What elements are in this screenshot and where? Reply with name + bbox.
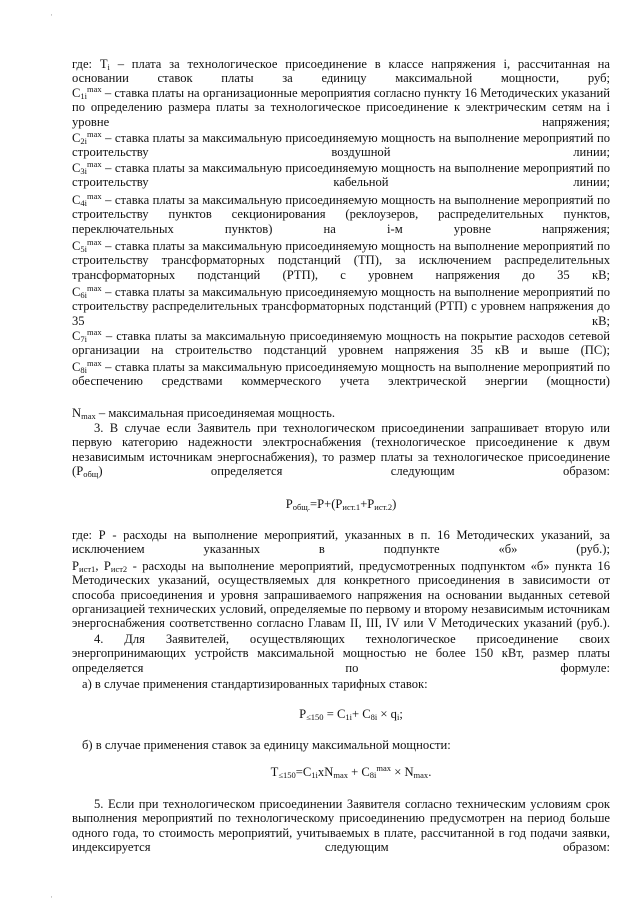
formula-max-power-rates: $Т_{\le 150}=С_{1i}xN_{max} + С_{8i}^{max} \times N_{max}$. [270, 763, 432, 780]
scan-mark: · [50, 10, 53, 20]
definition-c3: $C_{3i}^{max}$ – ставка платы за максимальную присоединяемую мощность на выполнение мероприятий по строительству кабельной линии; [72, 159, 610, 190]
definition-c6: $C_{6i}^{max}$ – ставка платы за максимальную присоединяемую мощность на выполнение мероприятий по строительству распределительных трансформаторных подстанций (РТП) с уровнем напряжения до 35 кВ; [72, 283, 610, 328]
formula-total-cost: $Р_{общ.}=Р+(Р_{ист.1}+Р_{ист.2})$ [285, 497, 397, 512]
definition-pist: $Р_{ист1}$, $Р_{ист2}$ - расходы на выполнение мероприятий, предусмотренных подпунктом «б» пункта 16 Методических указаний, осуществляемых для конкретного присоединения в зависимости от способа присоединения и уровня запрашиваемого напряжения на основании выданных сетевой организацией технических условий, определяемые по первому и второму независимым источникам энергоснабжения соответственно согласно Главам II, III, IV или V Методических указаний (руб.). [72, 559, 610, 631]
definition-t: где: $T_i$ – плата за технологическое присоединение в классе напряжения i, рассчитанная на основании ставок платы за единицу максимальной мощности, руб; [72, 57, 611, 86]
definition-c8: $C_{8i}^{max}$ – ставка платы за максимальную присоединяемую мощность на выполнение мероприятий по обеспечению средствами коммерческого учета электрической энергии (мощности) [72, 358, 610, 389]
paragraph-4: 4. Для Заявителей, осуществляющих технологическое присоединение своих энергопринимающих устройств максимальной мощностью не более 150 кВт, размер платы определяется по формуле: [72, 632, 610, 675]
definition-c5: $C_{5i}^{max}$ – ставка платы за максимальную присоединяемую мощность на выполнение мероприятий по строительству трансформаторных подстанций (ТП), за исключением распределительных трансформаторных подстанций (РТП), с уровнем напряжения до 35 кВ; [72, 237, 610, 282]
scan-mark: · [50, 892, 53, 902]
paragraph-3: 3. В случае если Заявитель при технологическом присоединении запрашивает вторую или первую категорию надежности электроснабжения (технологическое присоединение к двум независимым источникам энергоснабжения), то размер платы за технологическое присоединение $(Р_{общ})$ определяется следующим образом: [72, 421, 610, 479]
definition-c2: $C_{2i}^{max}$ – ставка платы за максимальную присоединяемую мощность на выполнение мероприятий по строительству воздушной линии; [72, 129, 610, 160]
definition-c7: $C_{7i}^{max}$ – ставка платы за максимальную присоединяемую мощность на покрытие расходов сетевой организации на строительство подстанций уровнем напряжения 35 кВ и выше (ПС); [72, 327, 610, 358]
formula-standard-rates: $Р_{\le 150} = С_{1i}+ С_{8i} \times q_i$; [299, 707, 403, 722]
definition-c1: $C_{1i}^{max}$ – ставка платы на организационные мероприятия согласно пункту 16 Методических указаний по определению размера платы за технологическое присоединение к электрическим сетям на i уровне напряжения; [72, 84, 610, 129]
subparagraph-a: а) в случае применения стандартизированных тарифных ставок: [82, 677, 428, 691]
definition-p: где: Р - расходы на выполнение мероприятий, указанных в п. 16 Методических указаний, за исключением указанных в подпункте «б» (руб.); [72, 528, 610, 557]
definition-nmax: $N_{max}$ – максимальная присоединяемая мощность. [72, 406, 336, 421]
paragraph-5: 5. Если при технологическом присоединении Заявителя согласно техническим условиям срок выполнения мероприятий по технологическому присоединению предусмотрен на период больше одного года, то стоимость мероприятий, учитываемых в плате, рассчитанной в год подачи заявки, индексируется следующим образом: [72, 797, 610, 854]
subparagraph-b: б) в случае применения ставок за единицу максимальной мощности: [82, 738, 451, 752]
definition-c4: $C_{4i}^{max}$ – ставка платы за максимальную присоединяемую мощность на выполнение мероприятий по строительству пунктов секционирования (реклоузеров, распределительных пунктов, переключательных пунктов) на i-м уровне напряжения; [72, 191, 610, 236]
